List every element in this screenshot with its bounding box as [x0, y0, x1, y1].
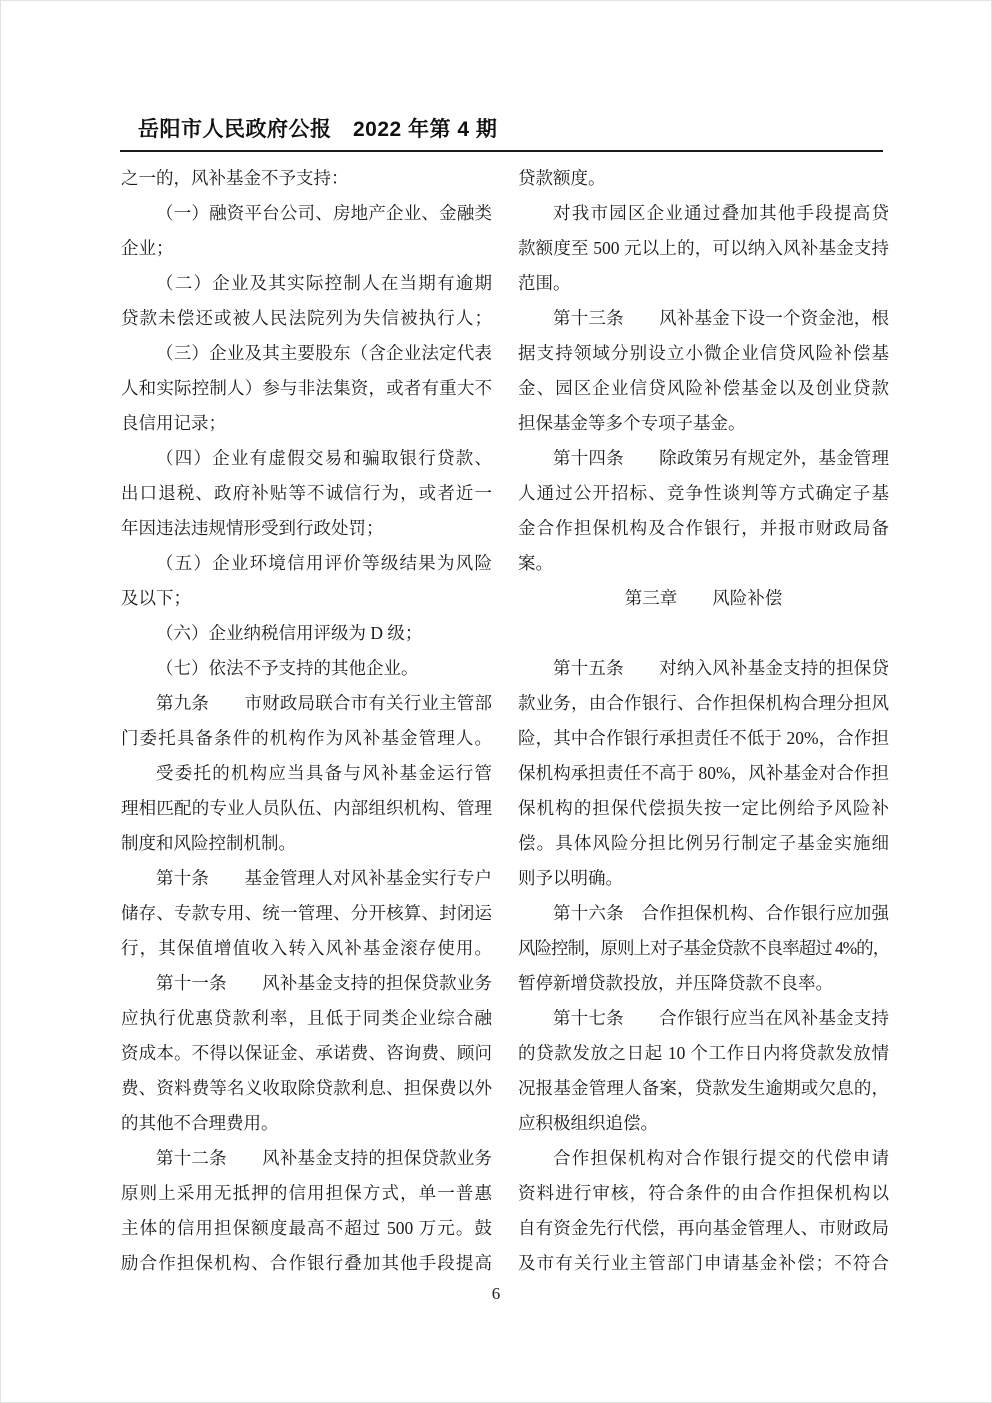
text-line: 风险控制，原则上对子基金贷款不良率超过 4%的， — [518, 938, 889, 958]
text-line: 之一的，风补基金不予支持： — [121, 168, 349, 188]
text-line: 良信用记录； — [121, 413, 226, 433]
text-line: 合作担保机构对合作银行提交的代偿申请 — [553, 1148, 889, 1168]
text-line: 况报基金管理人备案，贷款发生逾期或欠息的， — [518, 1078, 889, 1098]
text-line: 第十条 基金管理人对风补基金实行专户 — [156, 868, 492, 888]
chapter-heading: 第三章 风险补偿 — [624, 588, 783, 608]
text-line: 年因违法违规情形受到行政处罚； — [121, 518, 384, 538]
text-line: 理相匹配的专业人员队伍、内部组织机构、管理 — [121, 798, 492, 818]
text-line: 门委托具备条件的机构作为风补基金管理人。 — [121, 728, 492, 748]
text-line: 原则上采用无抵押的信用担保方式，单一普惠 — [121, 1183, 492, 1203]
text-line: 自有资金先行代偿，再向基金管理人、市财政局 — [518, 1218, 889, 1238]
text-line: 第十三条 风补基金下设一个资金池，根 — [553, 308, 889, 328]
text-line: （七）依法不予支持的其他企业。 — [156, 658, 419, 678]
text-line: 偿。具体风险分担比例另行制定子基金实施细 — [518, 833, 889, 853]
text-line: 人和实际控制人）参与非法集资，或者有重大不 — [121, 378, 492, 398]
text-line: 金合作担保机构及合作银行，并报市财政局备 — [518, 518, 889, 538]
text-line: 第十四条 除政策另有规定外，基金管理 — [553, 448, 889, 468]
text-line: 第十六条 合作担保机构、合作银行应加强 — [553, 903, 889, 923]
text-line: 储存、专款专用、统一管理、分开核算、封闭运 — [121, 903, 492, 923]
right-text-column — [518, 161, 889, 1281]
text-line: 款额度至 500 元以上的，可以纳入风补基金支持 — [518, 238, 889, 258]
text-line: 及以下； — [121, 588, 191, 608]
blank-line — [518, 616, 889, 651]
text-line: （五）企业环境信用评价等级结果为风险 — [156, 553, 492, 573]
text-line: 案。 — [518, 553, 553, 573]
text-line: 对我市园区企业通过叠加其他手段提高贷 — [553, 203, 889, 223]
text-line: 企业； — [121, 238, 174, 258]
text-line: 人通过公开招标、竞争性谈判等方式确定子基 — [518, 483, 889, 503]
text-line: （四）企业有虚假交易和骗取银行贷款、 — [156, 448, 492, 468]
header-rule — [120, 150, 883, 152]
text-line: 受委托的机构应当具备与风补基金运行管 — [156, 763, 492, 783]
text-line: 出口退税、政府补贴等不诚信行为，或者近一 — [121, 483, 492, 503]
text-line: 制度和风险控制机制。 — [121, 833, 296, 853]
text-line: （二）企业及其实际控制人在当期有逾期 — [156, 273, 492, 293]
text-line: 险，其中合作银行承担责任不低于 20%，合作担 — [518, 728, 889, 748]
text-line: 范围。 — [518, 273, 571, 293]
text-line: 主体的信用担保额度最高不超过 500 万元。鼓 — [121, 1218, 492, 1238]
text-line: 担保基金等多个专项子基金。 — [518, 413, 746, 433]
text-line: 贷款额度。 — [518, 168, 606, 188]
text-line: 应积极组织追偿。 — [518, 1113, 658, 1133]
text-line: 第十七条 合作银行应当在风补基金支持 — [553, 1008, 889, 1028]
text-line: 的其他不合理费用。 — [121, 1113, 279, 1133]
text-line: （六）企业纳税信用评级为 D 级； — [156, 623, 423, 643]
text-line: 的贷款发放之日起 10 个工作日内将贷款发放情 — [518, 1043, 889, 1063]
page-number: 6 — [491, 1284, 501, 1303]
text-line: 费、资料费等名义收取除贷款利息、担保费以外 — [121, 1078, 492, 1098]
text-line: 资成本。不得以保证金、承诺费、咨询费、顾问 — [121, 1043, 492, 1063]
text-line: 励合作担保机构、合作银行叠加其他手段提高 — [121, 1253, 492, 1273]
text-line: 保机构承担责任不高于 80%，风补基金对合作担 — [518, 763, 889, 783]
text-line: 资料进行审核，符合条件的由合作担保机构以 — [518, 1183, 889, 1203]
text-line: 金、园区企业信贷风险补偿基金以及创业贷款 — [518, 378, 889, 398]
text-line: 据支持领域分别设立小微企业信贷风险补偿基 — [518, 343, 889, 363]
text-line: 第十二条 风补基金支持的担保贷款业务 — [156, 1148, 492, 1168]
text-line: 暂停新增贷款投放，并压降贷款不良率。 — [518, 973, 833, 993]
text-line: 及市有关行业主管部门申请基金补偿；不符合 — [518, 1253, 889, 1273]
left-text-column — [121, 161, 492, 1281]
text-line: 保机构的担保代偿损失按一定比例给予风险补 — [518, 798, 889, 818]
text-line: （三）企业及其主要股东（含企业法定代表 — [156, 343, 492, 363]
text-line: 应执行优惠贷款利率，且低于同类企业综合融 — [121, 1008, 492, 1028]
text-line: 第九条 市财政局联合市有关行业主管部 — [156, 693, 492, 713]
text-line: 行，其保值增值收入转入风补基金滚存使用。 — [121, 938, 492, 958]
text-line: 贷款未偿还或被人民法院列为失信被执行人； — [121, 308, 492, 328]
text-line: 则予以明确。 — [518, 868, 623, 888]
text-line: 款业务，由合作银行、合作担保机构合理分担风 — [518, 693, 889, 713]
text-line: 第十一条 风补基金支持的担保贷款业务 — [156, 973, 492, 993]
text-line: 第十五条 对纳入风补基金支持的担保贷 — [553, 658, 889, 678]
text-line: （一）融资平台公司、房地产企业、金融类 — [156, 203, 492, 223]
gazette-header-title: 岳阳市人民政府公报 2022 年第 4 期 — [138, 118, 498, 141]
